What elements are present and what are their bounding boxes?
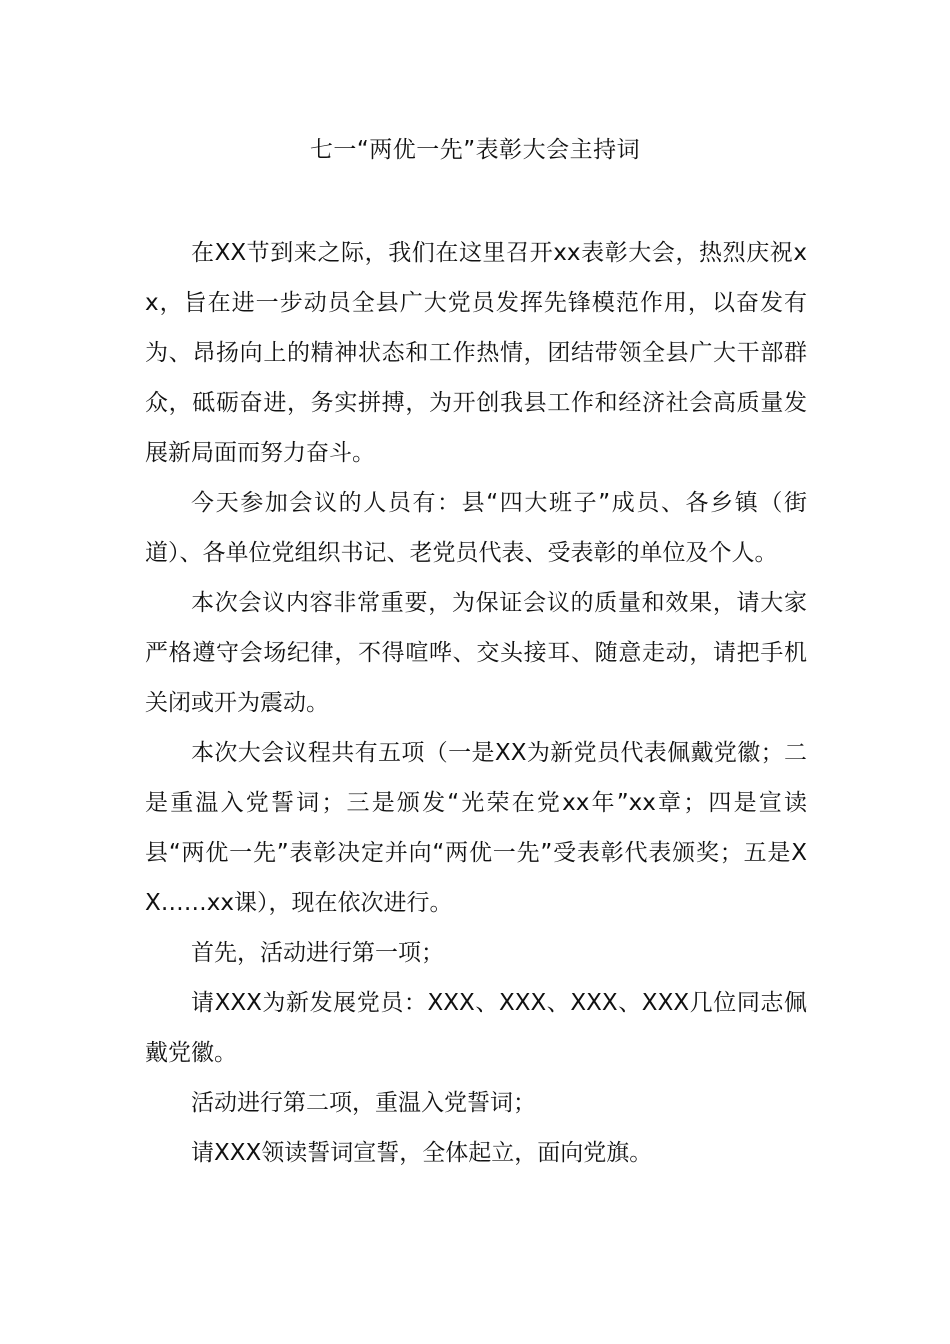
paragraph-agenda: 本次大会议程共有五项（一是XX为新党员代表佩戴党徽；二是重温入党誓词；三是颁发“光荣在党xx年”xx章；四是宣读县“两优一先”表彰决定并向“两优一先”受表彰代表颁奖；五是XX……xx课），现在依次进行。 [145, 740, 807, 916]
paragraph-oath: 请XXX领读誓词宣誓，全体起立，面向党旗。 [191, 1140, 653, 1166]
paragraph-attendees: 今天参加会议的人员有：县“四大班子”成员、各乡镇（街道）、各单位党组织书记、老党员代表、受表彰的单位及个人。 [145, 490, 807, 566]
paragraph-badge: 请XXX为新发展党员：XXX、XXX、XXX、XXX几位同志佩戴党徽。 [145, 990, 807, 1066]
paragraph-item-two: 活动进行第二项，重温入党誓词； [191, 1090, 536, 1116]
paragraph-opening: 在XX节到来之际，我们在这里召开xx表彰大会，热烈庆祝xx，旨在进一步动员全县广大党员发挥先锋模范作用，以奋发有为、昂扬向上的精神状态和工作热情，团结带领全县广大干部群众，砥砺奋进，务实拼搏，为开创我县工作和经济社会高质量发展新局面而努力奋斗。 [145, 240, 807, 466]
paragraph-discipline: 本次会议内容非常重要，为保证会议的质量和效果，请大家严格遵守会场纪律，不得喧哗、交头接耳、随意走动，请把手机关闭或开为震动。 [145, 590, 807, 716]
document-body [145, 228, 807, 1178]
document-title: 七一“两优一先”表彰大会主持词 [309, 137, 641, 163]
paragraph-item-one: 首先，活动进行第一项； [191, 940, 444, 966]
